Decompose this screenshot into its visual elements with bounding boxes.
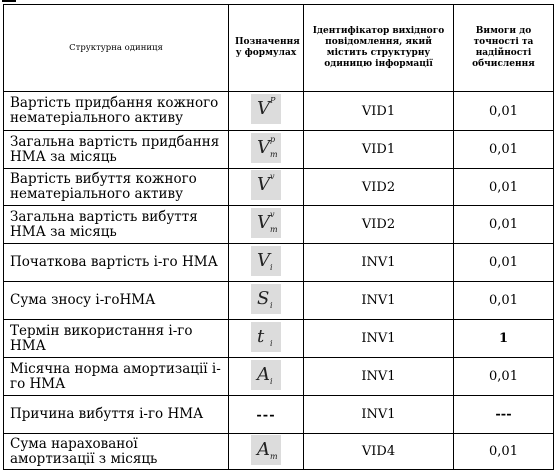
formula-symbol-cell [229,358,304,396]
accuracy-cell: 0,01 [454,206,554,244]
table-row [4,169,554,206]
symbol-superscript: p [270,134,276,144]
accuracy-cell: 0,01 [454,282,554,320]
formula-symbol-cell [229,396,304,434]
unit-name-cell: Вартість придбання кожного нематеріального активу [4,92,229,131]
unit-name-cell: Місячна норма амортизації і-го НМА [4,358,229,396]
dash-placeholder: --- [256,407,276,423]
symbol-subscript: m [270,149,278,159]
formula-symbol-image [251,360,281,390]
accuracy-cell: 0,01 [454,131,554,169]
formula-symbol-cell [229,244,304,282]
unit-name-cell: Загальна вартість придбання НМА за місяць [4,131,229,169]
message-id-cell: INV1 [304,282,454,320]
formula-symbol-cell [229,131,304,169]
message-id-cell: INV1 [304,244,454,282]
header-structural-unit: Структурна одиниця [4,5,229,92]
symbol-subscript: m [270,451,278,461]
message-id-cell: VID1 [304,131,454,169]
symbol-subscript: i [270,300,273,310]
structural-units-table [3,4,554,470]
symbol-base: A [257,438,270,460]
symbol-subscript: i [270,262,273,272]
accuracy-cell: 1 [454,320,554,358]
message-id-cell: INV1 [304,358,454,396]
formula-symbol-image [251,435,281,465]
symbol-superscript: v [270,209,275,219]
formula-symbol-image [251,170,281,200]
table-row [4,396,554,434]
symbol-base: V [257,174,270,195]
table-row [4,131,554,169]
symbol-superscript: v [270,172,275,181]
unit-name-cell: Сума нарахованої амортизації з місяць [4,434,229,470]
accuracy-cell: --- [454,396,554,434]
message-id-cell: VID1 [304,92,454,131]
message-id-cell: INV1 [304,396,454,434]
formula-symbol-cell [229,320,304,358]
unit-name-cell: Причина вибуття і-го НМА [4,396,229,434]
accuracy-cell: 0,01 [454,169,554,206]
unit-name-cell: Сума зносу і-гоНМА [4,282,229,320]
symbol-subscript: i [270,338,273,348]
table-row [4,92,554,131]
symbol-superscript: P [270,96,276,105]
accuracy-cell: 0,01 [454,358,554,396]
message-id-cell: VID2 [304,169,454,206]
accuracy-cell: 0,01 [454,434,554,470]
table-row [4,282,554,320]
table-row [4,358,554,396]
message-id-cell: VID2 [304,206,454,244]
formula-symbol-image [251,208,281,238]
formula-symbol-cell [229,92,304,131]
symbol-base: A [257,363,270,385]
unit-name-cell: Вартість вибуття кожного нематеріального активу [4,169,229,206]
unit-name-cell: Термін використання і-го НМА [4,320,229,358]
table-row [4,244,554,282]
formula-symbol-image [251,322,281,352]
accuracy-cell: 0,01 [454,244,554,282]
corner-mark [2,0,16,2]
symbol-base: S [257,287,270,309]
symbol-base: V [257,136,270,158]
formula-symbol-image [251,246,281,276]
formula-symbol-image [251,284,281,314]
formula-symbol-cell [229,434,304,470]
symbol-subscript: i [270,376,273,386]
header-accuracy-requirements: Вимоги до точності та надійності обчислення [454,5,554,92]
symbol-base: V [257,249,270,271]
message-id-cell: INV1 [304,320,454,358]
formula-symbol-cell [229,282,304,320]
table-header-row [4,5,554,92]
formula-symbol-cell [229,169,304,206]
formula-symbol-cell [229,206,304,244]
header-output-message-id: Ідентифікатор вихідного повідомлення, який містить структурну одиницю інформації [304,5,454,92]
formula-symbol-image [251,94,281,124]
symbol-subscript: m [270,224,278,234]
symbol-base: t [257,325,265,347]
table-row [4,320,554,358]
header-formula-symbol: Позначення у формулах [229,5,304,92]
table-row [4,434,554,470]
accuracy-cell: 0,01 [454,92,554,131]
table-row [4,206,554,244]
message-id-cell: VID4 [304,434,454,470]
formula-symbol-image [251,133,281,163]
unit-name-cell: Початкова вартість і-го НМА [4,244,229,282]
symbol-base: V [257,98,270,119]
unit-name-cell: Загальна вартість вибуття НМА за місяць [4,206,229,244]
symbol-base: V [257,211,270,233]
